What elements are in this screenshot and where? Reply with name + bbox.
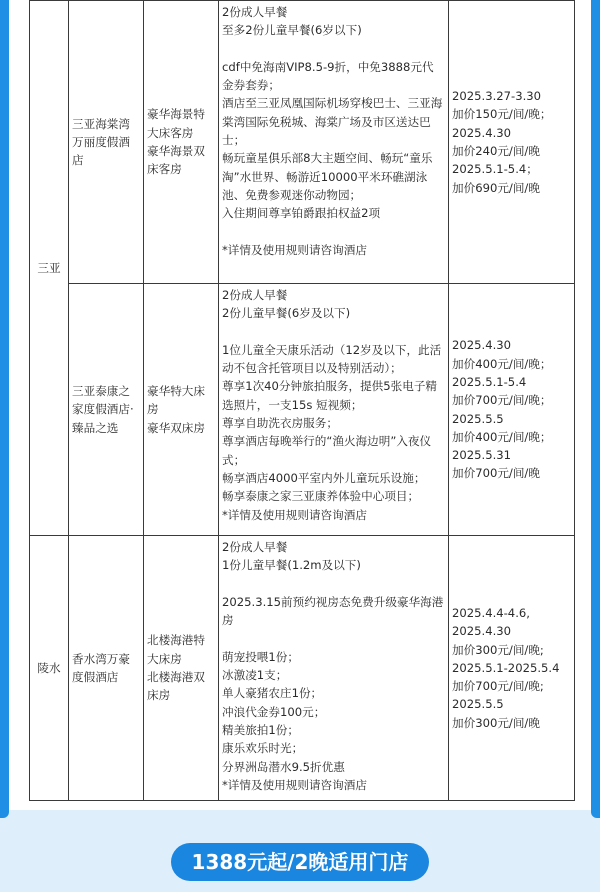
benefit-item: 尊享自助洗衣房服务；	[222, 416, 338, 431]
benefit-item: 1位儿童全天康乐活动（12岁及以下，此活动不包含托管项目以及特别活动）；	[222, 342, 442, 376]
hotel-name: 香水湾万豪度假酒店	[72, 651, 130, 684]
benefit-item: 康乐欢乐时光；	[222, 741, 304, 756]
city-cell	[30, 1, 69, 536]
benefit-note: *详情及使用规则请咨询酒店	[222, 777, 367, 792]
benefit-item: 入住期间尊享铂爵跟拍权益2项	[222, 206, 381, 221]
pricing-cell	[449, 536, 575, 801]
room-cell	[144, 284, 219, 536]
price-surcharge: 加价150元/间/晚；	[452, 107, 552, 122]
room-cell	[144, 536, 219, 801]
benefit-item: 1份儿童早餐(1.2m及以下)	[222, 558, 361, 573]
spacer	[222, 223, 445, 241]
benefit-item: 2份成人早餐	[222, 540, 288, 554]
spacer	[222, 323, 445, 341]
city-label: 三亚	[37, 260, 61, 275]
table-row	[30, 536, 575, 801]
benefit-item: 精美旅拍1份；	[222, 722, 299, 737]
room-type: 豪华双床房	[147, 420, 205, 435]
room-type: 北楼海港双床房	[147, 670, 205, 703]
left-accent-bar	[0, 0, 9, 818]
hotel-name: 三亚泰康之家度假酒店·臻品之选	[72, 384, 134, 435]
room-type: 豪华海景特大床客房	[147, 107, 205, 140]
benefit-item: 2份成人早餐	[222, 5, 288, 19]
benefit-item: 冰激凌1支；	[222, 668, 288, 683]
spacer	[222, 629, 445, 647]
price-surcharge: 加价300元/间/晚	[452, 715, 540, 730]
hotel-cell	[69, 536, 144, 801]
price-date: 2025.5.5	[452, 697, 504, 712]
benefit-item: 2份儿童早餐(6岁及以下)	[222, 306, 351, 321]
right-accent-bar	[591, 0, 600, 818]
price-date: 2025.5.31	[452, 448, 512, 463]
pricing-cell	[449, 1, 575, 284]
applicable-stores-badge: 1388元起/2晚适用门店	[171, 843, 429, 881]
price-date: 2025.5.1-5.4；	[452, 162, 538, 177]
benefits-cell	[219, 1, 449, 284]
price-surcharge: 加价700元/间/晚;	[452, 679, 544, 694]
price-surcharge: 加价240元/间/晚	[452, 144, 540, 158]
room-cell	[144, 1, 219, 284]
city-label: 陵水	[37, 660, 61, 675]
hotel-cell	[69, 284, 144, 536]
price-surcharge: 加价400元/间/晚；	[452, 356, 552, 371]
benefit-item: 畅享泰康之家三亚康养体验中心项目；	[222, 489, 420, 504]
benefit-note: *详情及使用规则请咨询酒店	[222, 242, 367, 257]
price-date: 2025.4.4-4.6,	[452, 605, 530, 620]
benefit-item: 尊享1次40分钟旅拍服务，提供5张电子精选照片，一支15s 短视频；	[222, 379, 438, 412]
benefit-item: 酒店至三亚凤凰国际机场穿梭巴士、三亚海棠湾国际免税城、海棠广场及市区送达巴士；	[222, 96, 443, 148]
benefit-item: 萌宠投喂1份；	[222, 649, 299, 664]
benefit-item: 冲浪代金券100元；	[222, 704, 326, 719]
benefit-item: cdf中免海南VIP8.5-9折，中免3888元代金券套券；	[222, 59, 434, 93]
benefit-item: 畅玩童星俱乐部8大主题空间、畅玩“童乐淘”水世界、畅游近10000平米环礁湖泳池、免费参观迷你动物园；	[222, 151, 433, 202]
price-date: 2025.5.5	[452, 411, 504, 426]
room-type: 豪华海景双床客房	[147, 144, 205, 177]
price-surcharge: 加价300元/间/晚;	[452, 642, 544, 657]
price-surcharge: 加价700元/间/晚	[452, 466, 540, 481]
spacer	[222, 40, 445, 58]
price-surcharge: 加价700元/间/晚；	[452, 393, 552, 408]
city-cell	[30, 536, 69, 801]
hotel-cell	[69, 1, 144, 284]
price-date: 2025.3.27-3.30	[452, 89, 542, 104]
spacer	[222, 575, 445, 593]
hotel-name: 三亚海棠湾万丽度假酒店	[72, 116, 130, 168]
price-surcharge: 加价400元/间/晚；	[452, 429, 552, 444]
benefits-cell	[219, 536, 449, 801]
benefit-item: 尊享酒店每晚举行的“渔火海边明”入夜仪式；	[222, 434, 432, 467]
benefit-item: 2025.3.15前预约视房态免费升级豪华海港房	[222, 594, 444, 628]
table-row	[30, 284, 575, 536]
room-type: 北楼海港特大床房	[147, 633, 205, 666]
benefit-note: *详情及使用规则请咨询酒店	[222, 507, 367, 522]
price-surcharge: 加价690元/间/晚	[452, 180, 540, 195]
pricing-cell	[449, 284, 575, 536]
table-row	[30, 1, 575, 284]
hotel-table	[29, 0, 575, 801]
price-date: 2025.4.30	[452, 125, 512, 140]
price-date: 2025.5.1-2025.5.4	[452, 660, 560, 675]
benefit-item: 分界洲岛潜水9.5折优惠	[222, 759, 345, 774]
price-date: 2025.4.30	[452, 338, 512, 353]
benefit-item: 2份成人早餐	[222, 288, 288, 302]
benefit-item: 畅享酒店4000平室内外儿童玩乐设施；	[222, 470, 426, 485]
benefit-item: 单人豪猪农庄1份；	[222, 686, 323, 701]
room-type: 豪华特大床房	[147, 384, 205, 417]
benefits-cell	[219, 284, 449, 536]
price-date: 2025.5.1-5.4	[452, 374, 527, 389]
benefit-item: 至多2份儿童早餐(6岁以下)	[222, 23, 362, 38]
price-date: 2025.4.30	[452, 624, 512, 639]
